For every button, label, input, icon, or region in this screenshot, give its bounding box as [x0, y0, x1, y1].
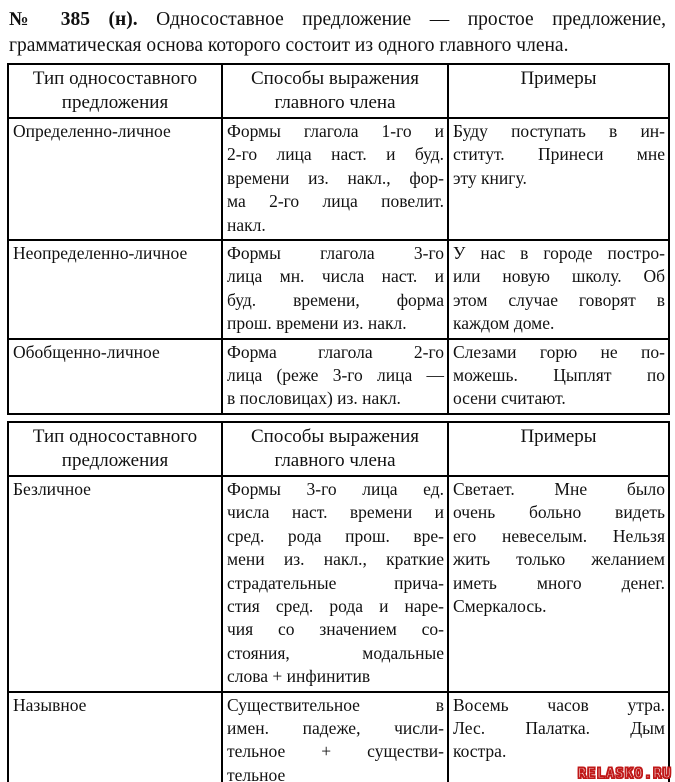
text-line: времени из. накл., фор- — [227, 167, 444, 188]
text-line: Буду поступать в ин- — [453, 121, 665, 141]
text-line: ститут. Принеси мне — [453, 144, 665, 165]
column-header-line: предложения — [61, 449, 169, 471]
type-cell: Безличное — [8, 476, 222, 692]
column-header-line: Тип односоставного — [32, 425, 198, 447]
text-line: Слезами горю не по- — [453, 341, 665, 362]
column-header — [448, 422, 669, 476]
table-row — [8, 339, 669, 414]
ways-cell — [222, 339, 448, 414]
one-part-sentence-table-1 — [7, 63, 670, 415]
exercise-definition-part1: Односоставное предложение — простое предложение, — [156, 9, 666, 30]
text-line: Форма глагола 2-го — [227, 341, 444, 362]
header-row — [8, 422, 669, 476]
text-line: накл. — [227, 214, 266, 235]
text-line: мени из. накл., краткие — [227, 549, 444, 570]
text-line: его невеселым. Нельзя — [453, 525, 665, 546]
text-line: прош. времени из. накл. — [227, 313, 407, 334]
exercise-definition-part2: грамматическая основа которого состоит из одного главного члена. — [9, 35, 569, 56]
text-line: числа наст. времени и — [227, 502, 444, 523]
text-line: имен. падеже, числи- — [227, 717, 444, 738]
column-header-line: Способы выражения — [251, 68, 419, 89]
text-line: костра. — [453, 741, 507, 762]
text-line: Формы глагола 3-го — [227, 243, 444, 264]
text-line: Формы 3-го лица ед. — [227, 478, 444, 499]
column-header-line: Тип односоставного — [32, 68, 198, 89]
text-line: страдательные прича- — [227, 572, 444, 593]
exercise-title — [9, 7, 666, 59]
text-line: Существительное в — [227, 694, 444, 715]
text-line: тельное + существи- — [227, 741, 444, 762]
text-line: лица мн. числа наст. и — [227, 266, 444, 287]
text-line: сред. рода прош. вре- — [227, 525, 444, 546]
text-line: Смеркалось. — [453, 595, 547, 616]
text-line: У нас в городе постро- — [453, 243, 665, 264]
header-row — [8, 64, 669, 118]
exercise-title-line1 — [9, 7, 666, 33]
text-line: 2-го лица наст. и буд. — [227, 144, 444, 165]
text-line: этом случае говорят в — [453, 289, 665, 310]
type-cell: Неопределенно-личное — [8, 240, 222, 339]
type-cell: Обобщенно-личное — [8, 339, 222, 414]
table-row — [8, 692, 669, 782]
ways-cell — [222, 692, 448, 782]
exercise-number: № 385 (н). — [9, 9, 138, 30]
text-line: можешь. Цыплят по — [453, 365, 665, 386]
text-line: очень больно видеть — [453, 502, 665, 523]
ways-cell — [222, 476, 448, 692]
column-header — [8, 422, 222, 476]
text-line: лица (реже 3-го лица — — [227, 365, 444, 386]
table-row — [8, 240, 669, 339]
text-line: стия сред. рода и наре- — [227, 595, 444, 616]
text-line: каждом доме. — [453, 313, 555, 334]
column-header-line: Способы выражения — [251, 425, 419, 447]
text-line: в пословицах) из. накл. — [227, 388, 401, 409]
table-row — [8, 476, 669, 692]
column-header-line: предложения — [61, 92, 169, 113]
ways-cell — [222, 240, 448, 339]
examples-cell — [448, 476, 669, 692]
examples-cell — [448, 339, 669, 414]
text-line: иметь много денег. — [453, 572, 665, 593]
column-header-line: главного члена — [274, 449, 396, 471]
type-cell: Определенно-личное — [8, 118, 222, 240]
text-line: Светает. Мне было — [453, 478, 665, 499]
text-line: жить только желанием — [453, 549, 665, 570]
column-header — [8, 64, 222, 118]
text-line: чия со значением со- — [227, 619, 444, 640]
tables — [0, 63, 675, 782]
text-line: тельное — [227, 764, 286, 782]
type-cell: Назывное — [8, 692, 222, 782]
text-line: ма 2-го лица повелит. — [227, 191, 444, 212]
column-header — [222, 422, 448, 476]
text-line: эту книгу. — [453, 167, 527, 188]
text-line: Лес. Палатка. Дым — [453, 717, 665, 738]
text-line: осени считают. — [453, 388, 566, 409]
column-header — [448, 64, 669, 118]
one-part-sentence-table-2 — [7, 421, 670, 782]
examples-cell — [448, 118, 669, 240]
text-line: буд. времени, форма — [227, 289, 444, 310]
column-header-line: Примеры — [520, 425, 597, 447]
text-line: стояния, модальные — [227, 642, 444, 663]
table-row — [8, 118, 669, 240]
column-header-line: главного члена — [274, 92, 396, 113]
text-line: или новую школу. Об — [453, 266, 665, 287]
column-header-line: Примеры — [520, 68, 597, 89]
watermark-relasko: RELASKO.RU — [577, 766, 672, 782]
text-line: Формы глагола 1-го и — [227, 121, 444, 141]
examples-cell — [448, 240, 669, 339]
column-header — [222, 64, 448, 118]
text-line: Восемь часов утра. — [453, 694, 665, 715]
ways-cell — [222, 118, 448, 240]
text-line: слова + инфинитив — [227, 666, 371, 687]
